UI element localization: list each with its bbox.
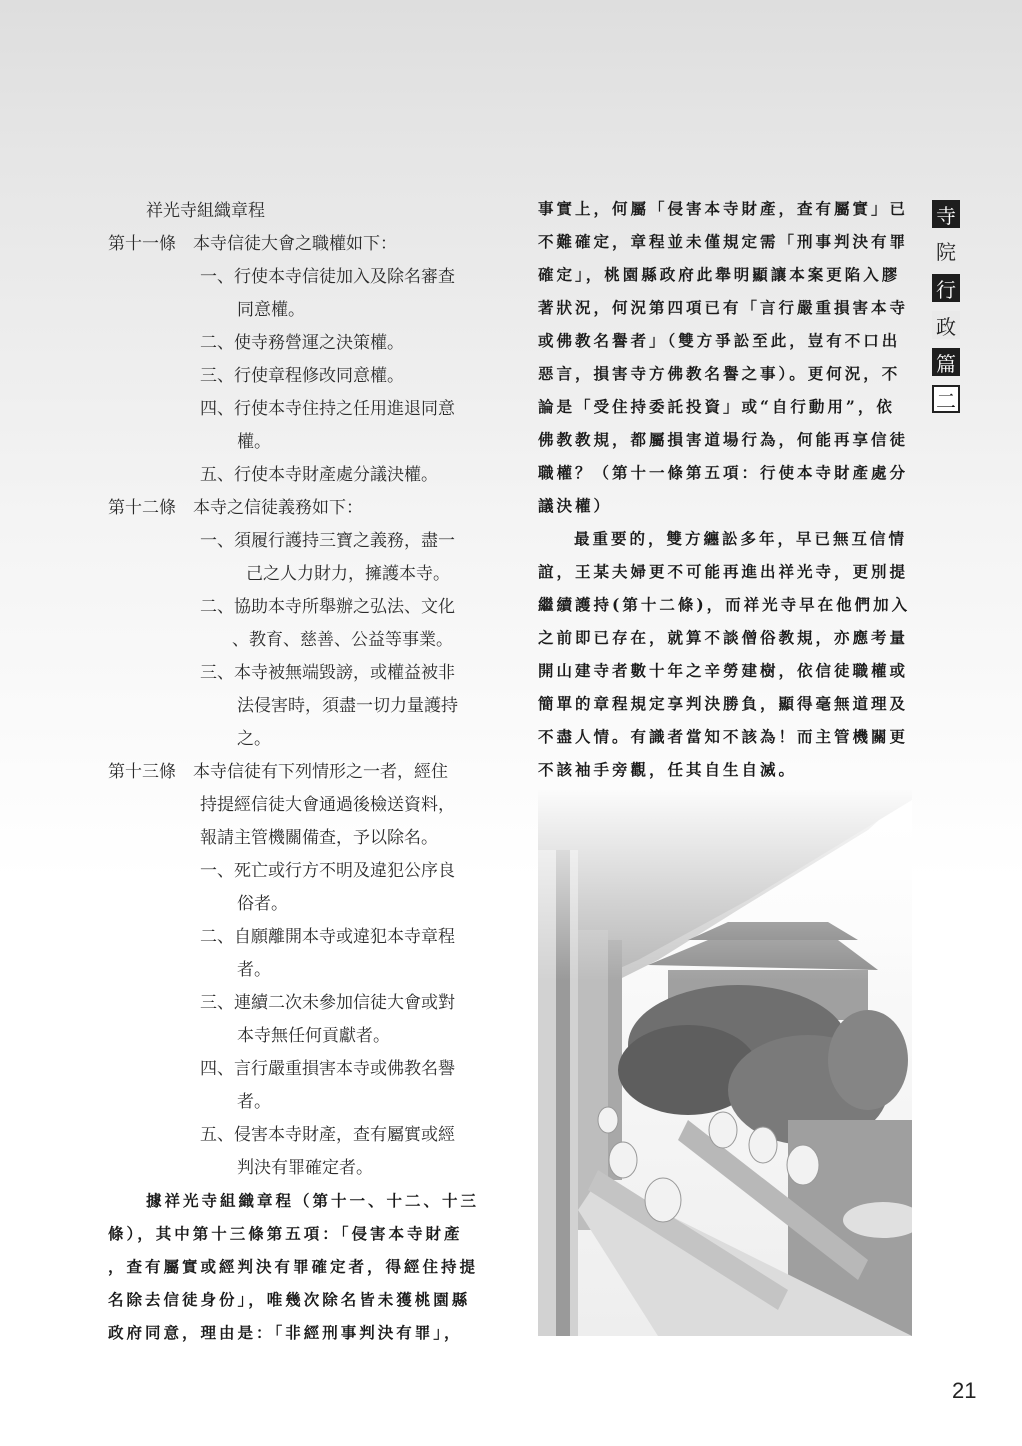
- commentary-line: 條），其中第十三條第五項：「侵害本寺財產: [108, 1224, 463, 1243]
- temple-photo: [538, 790, 912, 1336]
- article-12-item-3-cont: 法侵害時，須盡一切力量護持: [237, 696, 458, 716]
- article-13-item-2-cont: 者。: [237, 960, 271, 980]
- page-number: 21: [952, 1378, 977, 1403]
- commentary-line: ，查有屬實或經判決有罪確定者，得經住持提: [108, 1257, 479, 1276]
- commentary-line: 最重要的，雙方纏訟多年，早已無互信情: [574, 529, 908, 548]
- article-11-item-3: 三、行使章程修改同意權。: [200, 366, 404, 386]
- commentary-line: 或佛教名譽者」（雙方爭訟至此，豈有不口出: [538, 331, 901, 350]
- commentary-line: 之前即已存在，就算不談僧俗教規，亦應考量: [538, 628, 909, 647]
- commentary-line: 職權？（第十一條第五項：行使本寺財產處分: [538, 463, 909, 482]
- commentary-line: 不該袖手旁觀，任其自生自滅。: [538, 760, 798, 779]
- article-13-heading: 第十三條 本寺信徒有下列情形之一者，經住: [108, 762, 448, 782]
- article-11-item-2: 二、使寺務營運之決策權。: [200, 333, 404, 353]
- article-13-item-5: 五、侵害本寺財產，查有屬實或經: [200, 1125, 455, 1145]
- side-tab-char: 寺: [932, 200, 960, 228]
- side-tab-char: 政: [932, 311, 960, 339]
- commentary-line: 惡言，損害寺方佛教名譽之事）。更何況，不: [538, 364, 901, 383]
- article-12-item-3-end: 之。: [237, 729, 271, 749]
- article-13-heading-cont-2: 報請主管機關備查，予以除名。: [200, 828, 438, 848]
- commentary-line: 開山建寺者數十年之辛勞建樹，依信徒職權或: [538, 661, 909, 680]
- side-tab-char: 二: [932, 385, 960, 413]
- commentary-line: 不盡人情。有識者當知不該為！而主管機關更: [538, 727, 909, 746]
- article-12-item-3: 三、本寺被無端毀謗，或權益被非: [200, 663, 455, 683]
- article-13-heading-cont-1: 持提經信徒大會通過後檢送資料，: [200, 795, 455, 815]
- commentary-line: 政府同意，理由是：「非經刑事判決有罪」，: [108, 1323, 463, 1342]
- commentary-line: 事實上，何屬「侵害本寺財產，查有屬實」已: [538, 199, 909, 218]
- article-12-item-2-cont: 、教育、慈善、公益等事業。: [232, 630, 453, 650]
- commentary-line: 確定」，桃園縣政府此舉明顯讓本案更陷入膠: [538, 265, 901, 284]
- side-tab-char: 行: [932, 274, 960, 302]
- commentary-line: 繼續護持(第十二條)，而祥光寺早在他們加入: [538, 595, 911, 614]
- commentary-line: 據祥光寺組織章程（第十一、十二、十三: [146, 1191, 480, 1210]
- article-13-item-4: 四、言行嚴重損害本寺或佛教名譽: [200, 1059, 455, 1079]
- article-11-item-5: 五、行使本寺財產處分議決權。: [200, 465, 438, 485]
- article-13-item-4-cont: 者。: [237, 1092, 271, 1112]
- article-13-item-3-cont: 本寺無任何貢獻者。: [237, 1026, 390, 1046]
- article-12-heading: 第十二條 本寺之信徒義務如下：: [108, 498, 363, 518]
- article-13-item-2: 二、自願離開本寺或違犯本寺章程: [200, 927, 455, 947]
- document-title: 祥光寺組織章程: [146, 201, 265, 221]
- commentary-line: 論是「受住持委託投資」或“自行動用”，依: [538, 397, 895, 416]
- article-11-item-4-cont: 權。: [237, 432, 271, 452]
- commentary-line: 著狀況，何況第四項已有「言行嚴重損害本寺: [538, 298, 909, 317]
- article-13-item-1: 一、死亡或行方不明及違犯公序良: [200, 861, 455, 881]
- article-11-heading: 第十一條 本寺信徒大會之職權如下：: [108, 234, 397, 254]
- commentary-line: 議決權）: [538, 496, 613, 515]
- article-13-item-3: 三、連續二次未參加信徒大會或對: [200, 993, 455, 1013]
- article-11-item-1: 一、行使本寺信徒加入及除名審查: [200, 267, 455, 287]
- commentary-line: 名除去信徒身份」，唯幾次除名皆未獲桃園縣: [108, 1290, 471, 1309]
- article-13-item-5-cont: 判決有罪確定者。: [237, 1158, 373, 1178]
- article-12-item-1: 一、須履行護持三寶之義務，盡一: [200, 531, 455, 551]
- article-11-item-4: 四、行使本寺住持之任用進退同意: [200, 399, 455, 419]
- commentary-line: 簡單的章程規定享判決勝負，顯得毫無道理及: [538, 694, 909, 713]
- commentary-line: 誼，王某夫婦更不可能再進出祥光寺，更別提: [538, 562, 909, 581]
- commentary-line: 不難確定，章程並未僅規定需「刑事判決有罪: [538, 232, 909, 251]
- article-12-item-2: 二、協助本寺所舉辦之弘法、文化: [200, 597, 455, 617]
- side-tab-char: 篇: [932, 348, 960, 376]
- side-tab-char: 院: [932, 236, 960, 264]
- article-11-item-1-cont: 同意權。: [237, 300, 305, 320]
- article-12-item-1-cont: 己之人力財力，擁護本寺。: [246, 564, 450, 584]
- article-13-item-1-cont: 俗者。: [237, 894, 288, 914]
- commentary-line: 佛教教規，都屬損害道場行為，何能再享信徒: [538, 430, 909, 449]
